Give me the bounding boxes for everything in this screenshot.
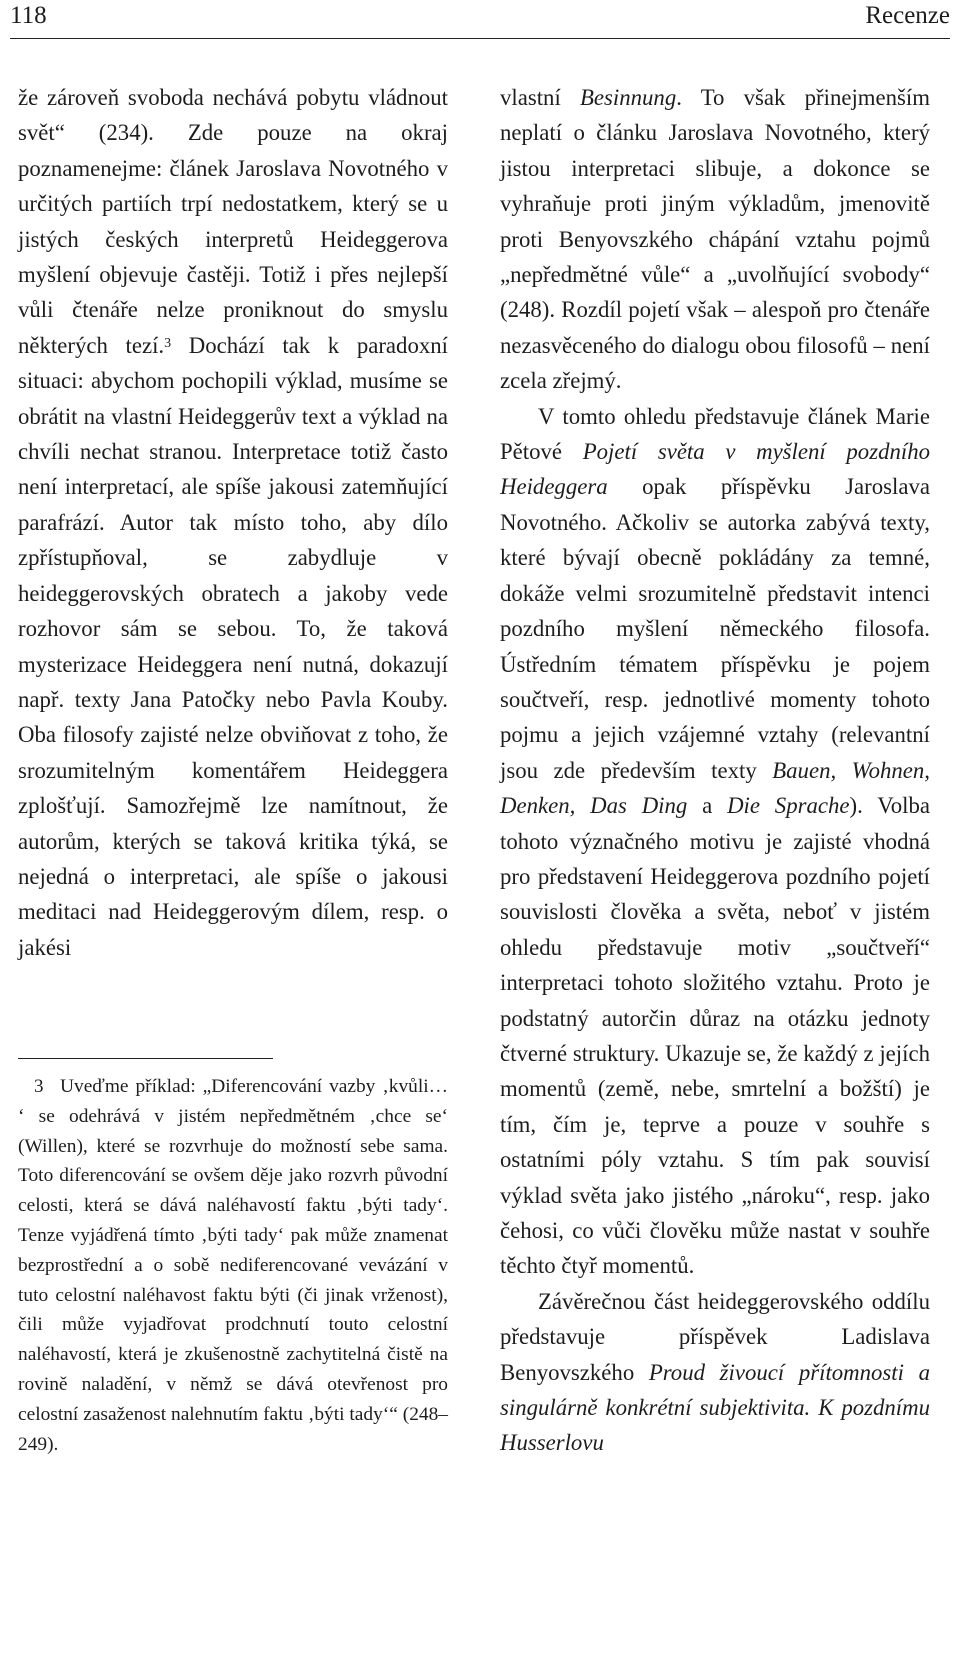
right-p2-text-b: opak příspěvku Jaroslava Novotného. Ačkoliv se autorka zabývá texty, které bývají obecně pokládány za temné, dokáže velmi srozumitelně představit intenci pozdního myšlení německého filosofa. Ústředním tématem příspěvku je pojem součtveří, resp. jednotlivé momenty tohoto pojmu a jejich vzájemné vztahy (relevantní jsou zde především texty bbox=[500, 474, 930, 783]
term-besinnung: Besinnung bbox=[579, 85, 677, 110]
footnote-text: Uveďme příklad: „Diferencování vazby ‚kvůli… ‘ se odehrává v jistém nepředmětném ‚chce se‘ (Willen), které se rozvrhuje do možností sebe sama. Toto diferencování se ovšem děje jako rozvrh původní celosti, která se dává naléhavostí faktu ‚býti tady‘. Tenze vyjádřená tímto ‚býti tady‘ pak může znamenat bezprostřední a o sobě nediferencované vevázání v tuto celostní naléhavost faktu býti (či jinak vrženost), čili může vyjadřovat prodchnutí touto celostní naléhavostí, která je zkušenostně zachytitelná čistě na rovině naladění, v němž se dává otevřenost pro celostní zasaženost nalehnutím faktu ‚býti tady‘“ (248–249). bbox=[18, 1076, 448, 1455]
right-paragraph-3 bbox=[500, 1284, 930, 1461]
footnote-paragraph bbox=[18, 1072, 448, 1459]
article-title-petova: Pojetí světa v myšlení pozdního Heideggera bbox=[500, 439, 931, 500]
left-paragraph bbox=[18, 80, 448, 965]
right-p2-text-d: ). Volba tohoto význačného motivu je zajisté vhodná pro představení Heideggerova pozdního pojetí souvislosti člověka a světa, neboť v jistém ohledu představuje motiv „součtveří“ interpretaci tohoto složitého vztahu. Proto je podstatný autorčin důraz na otázku jednoty čtverné struktury. Ukazuje se, že každý z jejích momentů (země, nebe, smrtelní a božští) je tím, čím je, teprve a pouze v souhře s ostatními póly vztahu. S tím pak souvisí výklad světa jako jistého „nároku“, resp. jako čehosi, co vůči člověku může nastat v souhře těchto čtyř momentů. bbox=[500, 793, 930, 1279]
section-title: Recenze bbox=[865, 2, 950, 29]
footnote bbox=[18, 1072, 448, 1459]
page-number: 118 bbox=[10, 2, 47, 29]
left-column bbox=[18, 80, 448, 965]
right-p2-text-c: a bbox=[687, 793, 728, 819]
right-p3-text: Závěrečnou část heideggerovského oddílu představuje příspěvek Ladislava Benyovszkého bbox=[500, 1288, 930, 1385]
running-header bbox=[10, 0, 950, 38]
article-title-benyovszky: Proud živoucí přítomnosti a singulárně konkrétní subjektivita. K pozdnímu Husserlovu bbox=[500, 1359, 930, 1456]
right-p1-rest: . To však přinejmenším neplatí o článku Jaroslava Novotného, který jistou interpretaci slibuje, a dokonce se vyhraňuje proti jiným výkladům, jmenovitě proti Benyovszkého chápání vztahu pojmů „nepředmětné vůle“ a „uvolňující svobody“ (248). Rozdíl pojetí však – alespoň pro čtenáře nezasvěceného do dialogu obou filosofů – není zcela zřejmý. bbox=[500, 85, 930, 394]
works-list: Bauen, Wohnen, Denken, Das Ding bbox=[500, 757, 930, 819]
left-text-2: Dochází tak k paradoxní situaci: abychom pochopili výklad, musíme se obrátit na vlastní Heideggerův text a výklad na chvíli nechat stranou. Interpretace totiž často není interpretací, ale spíše jakousi zatemňující parafrází. Autor tak místo toho, aby dílo zpřístupňoval, se zabydluje v heideggerovských obratech a jakoby vede rozhovor sám se sebou. To, že taková mysterizace Heideggera není nutná, dokazují např. texty Jana Patočky nebo Pavla Kouby. Oba filosofy zajisté nelze obviňovat z toho, že srozumitelným komentářem Heideggera zplošťují. Samozřejmě lze namítnout, že autorům, kterých se taková kritika týká, se nejedná o interpretaci, ale spíše o jakousi meditaci nad Heideggerovým dílem, resp. o jakési bbox=[18, 332, 448, 960]
right-p1-text: vlastní bbox=[500, 85, 580, 110]
right-p2-text-a: V tomto ohledu představuje článek Marie Pětové bbox=[500, 403, 930, 465]
right-paragraph-1 bbox=[500, 80, 930, 399]
work-die-sprache: Die Sprache bbox=[727, 793, 850, 819]
footnote-mark: 3 bbox=[34, 1076, 44, 1097]
footnote-rule bbox=[18, 1058, 273, 1059]
footnote-reference: 3 bbox=[164, 335, 172, 351]
right-column bbox=[500, 80, 930, 1461]
right-paragraph-2 bbox=[500, 399, 930, 1284]
header-rule bbox=[10, 38, 950, 39]
left-text-1: že zároveň svoboda nechává pobytu vládnout svět“ (234). Zde pouze na okraj poznamenejme: článek Jaroslava Novotného v určitých partiích trpí nedostatkem, který se u jistých českých interpretů Heideggerova myšlení objevuje častěji. Totiž i přes nejlepší vůli čtenáře nelze proniknout do smyslu některých tezí. bbox=[18, 85, 448, 358]
